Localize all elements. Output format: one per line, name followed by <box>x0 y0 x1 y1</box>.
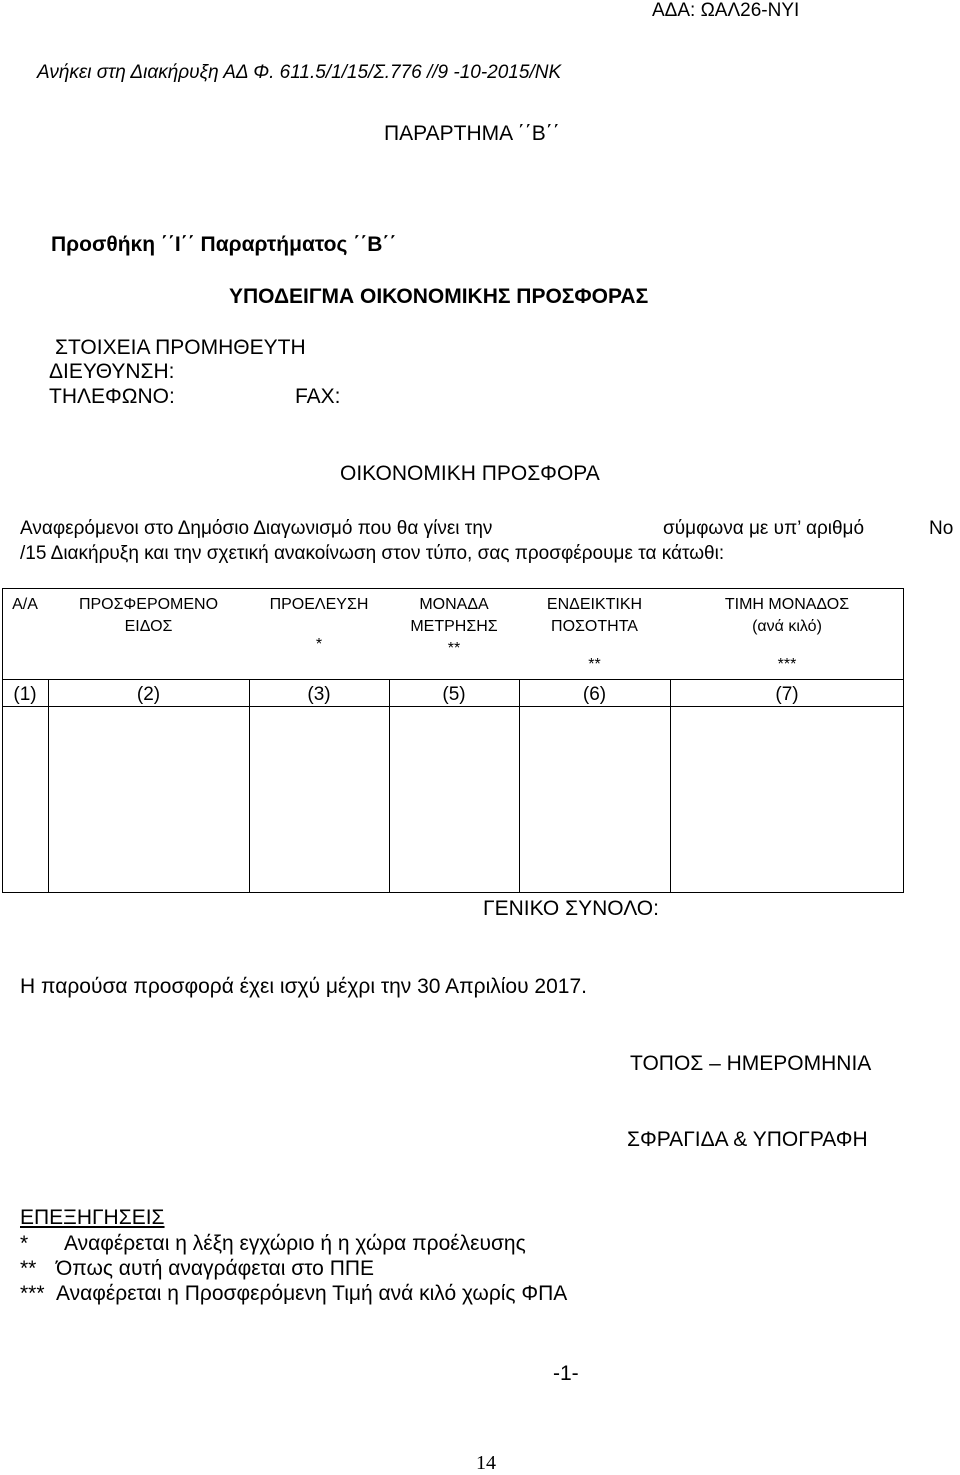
intro-line1-b: σύμφωνα με υπ’ αριθμό <box>663 518 865 539</box>
note-text: Όπως αυτή αναγράφεται στο ΠΠΕ <box>56 1257 375 1280</box>
page-number: -1- <box>553 1362 579 1385</box>
belongs-to-line: Ανήκει στη Διακήρυξη ΑΔ Φ. 611.5/1/15/Σ.776 //9 -10-2015/ΝΚ <box>37 62 562 83</box>
table-header-aa <box>2 594 48 616</box>
intro-line1-c: Νο <box>929 518 954 539</box>
header-mark: ** <box>588 656 601 673</box>
table-header-price <box>670 594 904 676</box>
table-col-number: (3) <box>307 684 331 705</box>
header-line: ΠΡΟΣΦΕΡΟΜΕΝΟ <box>78 596 219 613</box>
intro-line1-a: Αναφερόμενοι στο Δημόσιο Διαγωνισμό που θα γίνει την <box>20 518 493 539</box>
table-number-divider <box>2 706 904 707</box>
address-label: ΔΙΕΥΘΥΝΣΗ: <box>49 360 175 383</box>
header-line: ΤΙΜΗ ΜΟΝΑΔΟΣ <box>724 596 850 613</box>
table-col-number: (7) <box>775 684 799 705</box>
offer-title: ΟΙΚΟΝΟΜΙΚΗ ΠΡΟΣΦΟΡΑ <box>340 462 600 485</box>
table-col-number: (2) <box>136 684 161 705</box>
notes-title: ΕΠΕΞΗΓΗΣΕΙΣ <box>20 1206 165 1229</box>
ada-code: ΑΔΑ: ΩΑΛ26-ΝΥΙ <box>652 0 800 21</box>
phone-label: ΤΗΛΕΦΩΝΟ: <box>49 385 175 408</box>
header-line: ΕΝΔΕΙΚΤΙΚΗ <box>546 596 643 613</box>
supplier-details-label: ΣΤΟΙΧΕΙΑ ΠΡΟΜΗΘΕΥΤΗ <box>55 336 306 359</box>
note-text: Αναφέρεται η λέξη εγχώριο ή η χώρα προέλευσης <box>64 1232 526 1255</box>
stamp-signature-label: ΣΦΡΑΓΙΔΑ & ΥΠΟΓΡΑΦΗ <box>627 1128 868 1151</box>
table-header-origin <box>249 594 389 656</box>
header-line: ΕΙΔΟΣ <box>124 618 173 635</box>
table-header-unit <box>389 594 519 660</box>
addendum-title: Προσθήκη ΄΄Ι΄΄ Παραρτήματος ΄΄Β΄΄ <box>51 233 397 256</box>
header-mark: * <box>315 636 323 653</box>
place-date-label: ΤΟΠΟΣ – ΗΜΕΡΟΜΗΝΙΑ <box>630 1052 872 1075</box>
header-line: ΠΡΟΕΛΕΥΣΗ <box>269 596 369 613</box>
header-line: ΠΟΣΟΤΗΤΑ <box>551 618 638 635</box>
note-mark: *** <box>20 1282 45 1305</box>
header-mark: *** <box>777 656 797 673</box>
table-header-divider <box>2 679 904 680</box>
annex-title: ΠΑΡΑΡΤΗΜΑ ΄΄Β΄΄ <box>384 122 560 145</box>
header-line: ΜΕΤΡΗΣΗΣ <box>410 618 498 635</box>
table-col-number: (6) <box>582 684 607 705</box>
table-col-number: (5) <box>442 684 466 705</box>
table-header-item <box>48 594 249 638</box>
validity-statement: Η παρούσα προσφορά έχει ισχύ μέχρι την 30 Απριλίου 2017. <box>20 975 587 998</box>
intro-line2: /15 Διακήρυξη και την σχετική ανακοίνωση στον τύπο, σας προσφέρουμε τα κάτωθι: <box>20 543 725 564</box>
table-col-number: (1) <box>13 684 37 705</box>
origin-entry-cell[interactable] <box>250 708 388 891</box>
quantity-entry-cell[interactable] <box>520 708 669 891</box>
footer-page-number: 14 <box>476 1452 496 1474</box>
unit-entry-cell[interactable] <box>390 708 518 891</box>
total-label: ΓΕΝΙΚΟ ΣΥΝΟΛΟ: <box>483 897 659 920</box>
note-text: Αναφέρεται η Προσφερόμενη Τιμή ανά κιλό χωρίς ΦΠΑ <box>56 1282 568 1305</box>
header-line: ΜΟΝΑΔΑ <box>419 596 489 613</box>
header-line: (ανά κιλό) <box>752 618 822 635</box>
note-mark: ** <box>20 1257 37 1280</box>
price-entry-cell[interactable] <box>671 708 902 891</box>
sample-title: ΥΠΟΔΕΙΓΜΑ ΟΙΚΟΝΟΜΙΚΗΣ ΠΡΟΣΦΟΡΑΣ <box>229 285 649 308</box>
header-mark: ** <box>447 640 461 657</box>
table-header-quantity <box>519 594 670 676</box>
header-line: Α/Α <box>12 596 38 613</box>
item-entry-cell[interactable] <box>49 708 248 891</box>
note-mark: * <box>20 1232 29 1255</box>
fax-label: FAX: <box>295 385 341 408</box>
